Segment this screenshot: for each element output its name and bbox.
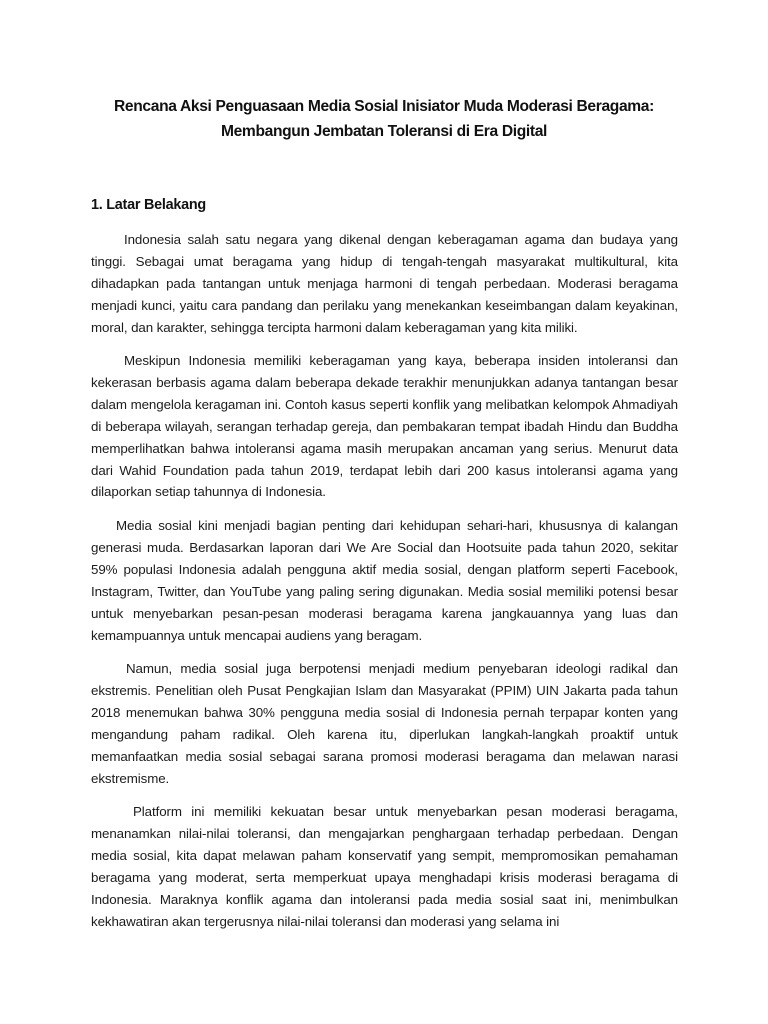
paragraph-3: Media sosial kini menjadi bagian penting dari kehidupan sehari-hari, khususnya di kalangan generasi muda. Berdasarkan laporan dari We Are Social dan Hootsuite pada tahun 2020, sekitar 59% populasi Indonesia adalah pengguna aktif media sosial, dengan platform seperti Facebook, Instagram, Twitter, dan YouTube yang paling sering digunakan. Media sosial memiliki potensi besar untuk menyebarkan pesan-pesan moderasi beragama karena jangkauannya yang luas dan kemampuannya untuk mencapai audiens yang beragam. <box>91 518 678 643</box>
paragraph-4: Namun, media sosial juga berpotensi menjadi medium penyebaran ideologi radikal dan ekstremis. Penelitian oleh Pusat Pengkajian Islam dan Masyarakat (PPIM) UIN Jakarta pada tahun 2018 menemukan bahwa 30% pengguna media sosial di Indonesia pernah terpapar konten yang mengandung paham radikal. Oleh karena itu, diperlukan langkah-langkah proaktif untuk memanfaatkan media sosial sebagai sarana promosi moderasi beragama dan melawan narasi ekstremisme. <box>91 661 678 786</box>
paragraph-1: Indonesia salah satu negara yang dikenal dengan keberagaman agama dan budaya yang tinggi. Sebagai umat beragama yang hidup di tengah-tengah masyarakat multikultural, kita dihadapkan pada tantangan untuk menjaga harmoni di tengah perbedaan. Moderasi beragama menjadi kunci, yaitu cara pandang dan perilaku yang menekankan keseimbangan dalam keyakinan, moral, dan karakter, sehingga tercipta harmoni dalam keberagaman yang kita miliki. <box>91 232 678 335</box>
document-title-line-1: Rencana Aksi Penguasaan Media Sosial Inisiator Muda Moderasi Beragama: <box>114 98 654 115</box>
document-title-line-2: Membangun Jembatan Toleransi di Era Digital <box>220 123 548 140</box>
document-title <box>90 94 678 144</box>
paragraph-5: Platform ini memiliki kekuatan besar untuk menyebarkan pesan moderasi beragama, menanamkan nilai-nilai toleransi, dan mengajarkan penghargaan terhadap perbedaan. Dengan media sosial, kita dapat melawan paham konservatif yang sempit, mempromosikan pemahaman beragama yang moderat, serta memperkuat upaya menghadapi krisis moderasi beragama di Indonesia. Maraknya konflik agama dan intoleransi pada media sosial saat ini, menimbulkan kekhawatiran akan tergerusnya nilai-nilai toleransi dan moderasi yang selama ini <box>91 804 678 929</box>
section-heading: 1. Latar Belakang <box>91 197 206 213</box>
paragraph-2: Meskipun Indonesia memiliki keberagaman yang kaya, beberapa insiden intoleransi dan kekerasan berbasis agama dalam beberapa dekade terakhir menunjukkan adanya tantangan besar dalam mengelola keragaman ini. Contoh kasus seperti konflik yang melibatkan kelompok Ahmadiyah di beberapa wilayah, serangan terhadap gereja, dan pembakaran tempat ibadah Hindu dan Buddha memperlihatkan bahwa intoleransi agama masih merupakan ancaman yang serius. Menurut data dari Wahid Foundation pada tahun 2019, terdapat lebih dari 200 kasus intoleransi agama yang dilaporkan setiap tahunnya di Indonesia. <box>91 353 678 500</box>
